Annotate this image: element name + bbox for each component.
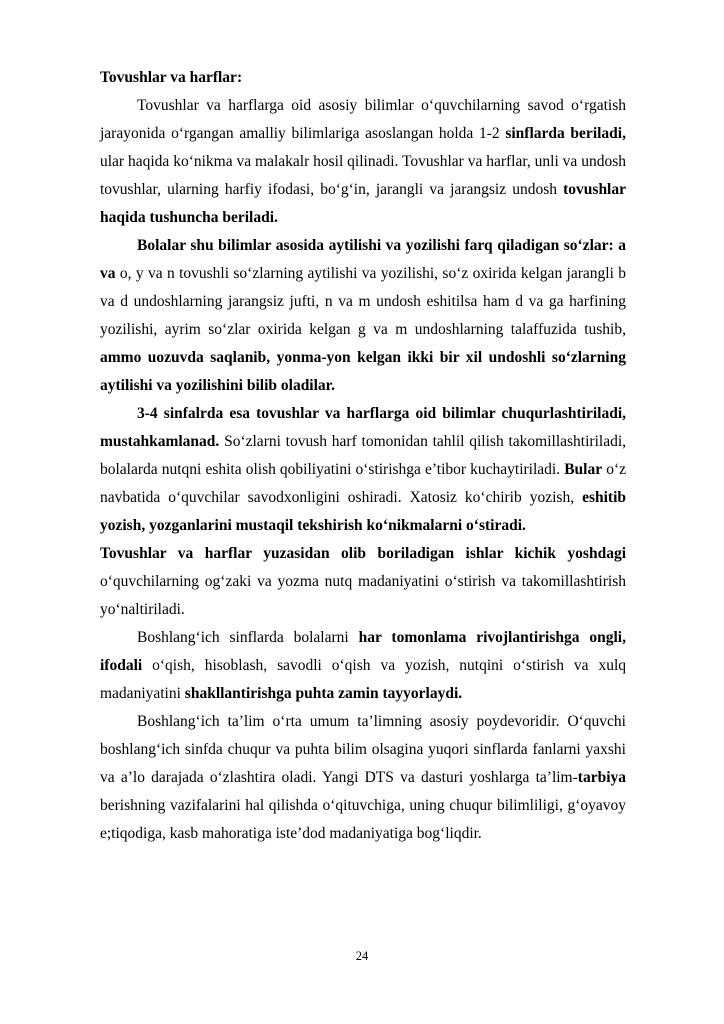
paragraph [100,400,626,540]
bold-text-run: tarbiya [577,769,626,786]
bold-text-run: eshitib yozish, yozganlarini mustaqil tekshirish ko‘nikmalarni o‘stiradi. [100,489,626,534]
paragraphs-container [100,92,626,848]
bold-text-run: tovushlar haqida tushuncha beriladi. [100,181,626,226]
bold-text-run: Tovushlar va harflar yuzasidan olib boriladigan ishlar kichik yoshdagi [100,545,626,562]
paragraph [100,232,626,400]
document-heading: Tovushlar va harflar: [100,69,243,86]
paragraph [100,540,626,624]
text-run: o‘quvchilarning og‘zaki va yozma nutq madaniyatini o‘stirish va takomillashtirish yo‘naltiriladi. [100,573,626,618]
bold-text-run: Bular [564,461,603,478]
paragraph [100,624,626,708]
bold-text-run: Bolalar shu bilimlar asosida aytilishi va yozilishi farq qiladigan so‘zlar: a va [100,237,626,282]
page-number: 24 [355,949,369,963]
text-run: o, y va n tovushli so‘zlarning aytilishi va yozilishi, so‘z oxirida kelgan jarangli b va d undoshlarning jarangsiz jufti, n va m undosh eshitilsa ham d va ga harfining yozilishi, ayrim so‘zlar oxirida kelgan g va m undoshlarning talaffuzida tushib, [100,265,627,338]
paragraph [100,92,626,232]
bold-text-run: shakllantirishga puhta zamin tayyorlaydi. [184,685,463,702]
text-run: ular haqida ko‘nikma va malakalr hosil qilinadi. Tovushlar va harflar, unli va undosh tovushlar, ularning harfiy ifodasi, bo‘g‘in, jarangli va jarangsiz undosh [100,153,626,198]
bold-text-run: 3-4 sinfalrda esa tovushlar va harflarga oid bilimlar chuqurlashtiriladi, mustahkamlanad. [100,405,626,450]
paragraph [100,708,626,848]
bold-text-run: ammo uozuvda saqlanib, yonma-yon kelgan ikki bir xil undoshli so‘zlarning aytilishi va yozilishini bilib oladilar. [100,349,626,394]
text-run: Boshlang‘ich sinflarda bolalarni [137,629,359,646]
text-run: o‘z navbatida o‘quvchilar savodxonligini oshiradi. Xatosiz ko‘chirib yozish, [100,461,626,506]
text-run: Tovushlar va harflarga oid asosiy bilimlar o‘quvchilarning savod o‘rgatish jarayonida o‘rgangan amalliy bilimlariga asoslangan holda 1-2 [100,97,626,142]
bold-text-run: har tomonlama rivojlantirishga ongli, ifodali [100,629,626,674]
bold-text-run: sinflarda beriladi, [505,125,626,142]
text-run: berishning vazifalarini hal qilishda o‘qituvchiga, uning chuqur bilimliligi, g‘oyavoy e;tiqodiga, kasb mahoratiga iste’dod madaniyatiga bog‘liqdir. [100,797,626,842]
text-run: Boshlang‘ich ta’lim o‘rta umum ta’limning asosiy poydevoridir. O‘quvchi boshlang‘ich sinfda chuqur va puhta bilim olsagina yuqori sinflarda fanlarni yaxshi va a’lo darajada o‘zlashtira oladi. Yangi DTS va dasturi yoshlarga ta’lim- [100,713,626,786]
text-run: So‘zlarni tovush harf tomonidan tahlil qilish takomillashtiriladi, bolalarda nutqni eshita olish qobiliyatini o‘stirishga e’tibor kuchaytiriladi. [100,433,626,478]
text-run: o‘qish, hisoblash, savodli o‘qish va yozish, nutqini o‘stirish va xulq madaniyatini [100,657,627,702]
